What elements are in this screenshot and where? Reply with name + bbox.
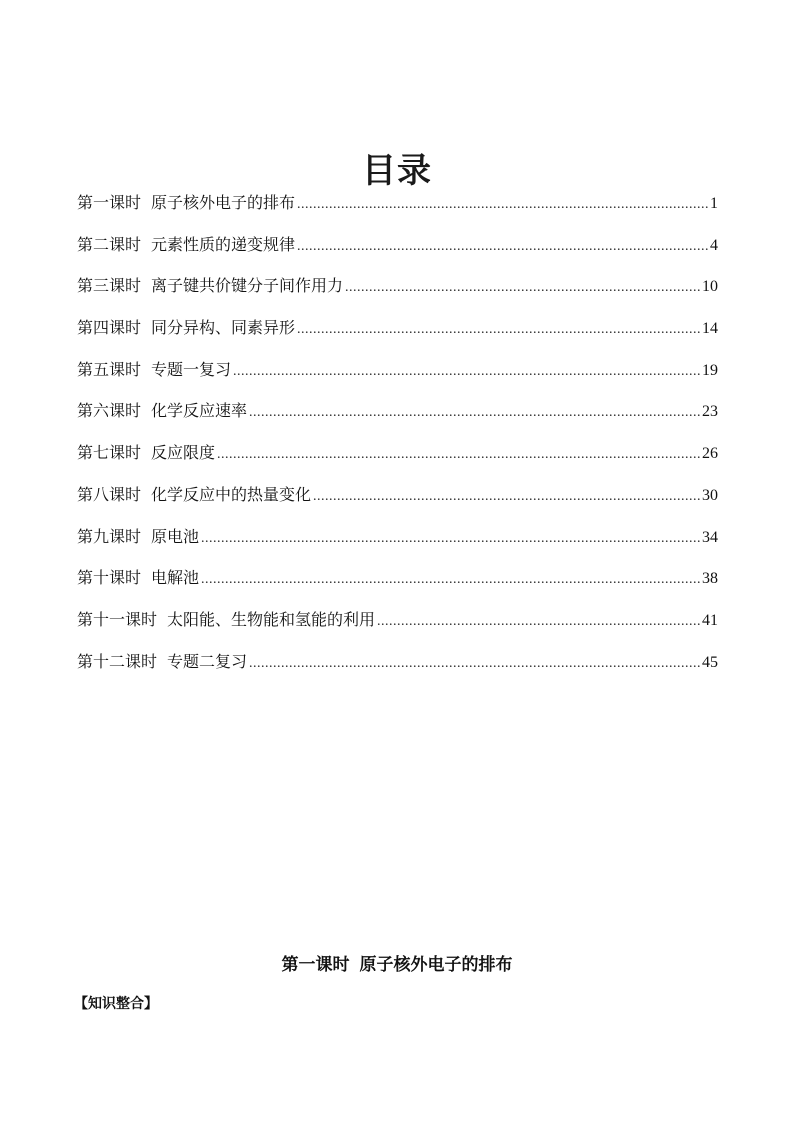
toc-page-number: 14 [702,320,718,338]
toc-topic: 同分异构、同素异形 [151,318,296,338]
toc-entry[interactable] [77,432,718,474]
toc-page-number: 45 [702,653,718,671]
toc-dot-leader [217,434,700,476]
toc-page-number: 1 [710,195,718,212]
knowledge-section-label: 【知识整合】 [74,996,158,1012]
toc-entry[interactable] [77,599,718,641]
toc-lesson-label: 第四课时 [77,318,142,338]
toc-dot-leader [201,518,700,560]
toc-dot-leader [297,309,700,351]
toc-page-number: 30 [702,486,718,504]
toc-lesson-label: 第二课时 [77,234,142,254]
toc-page-number: 23 [702,403,718,421]
toc-entry[interactable] [77,307,718,349]
toc-dot-leader [249,392,700,434]
toc-lesson-label: 第五课时 [77,359,142,379]
toc-dot-leader [345,267,700,309]
toc-topic: 元素性质的递变规律 [151,234,296,254]
toc-lesson-label: 第七课时 [77,443,142,463]
toc-lesson-label: 第十课时 [77,568,142,588]
toc-entry[interactable] [77,516,718,558]
section-lesson-label: 第一课时 [281,955,350,976]
toc-lesson-label: 第八课时 [77,484,142,504]
toc-topic: 专题二复习 [167,651,248,671]
toc-entry[interactable] [77,224,718,266]
toc-entry[interactable] [77,349,718,391]
toc-entry[interactable] [77,557,718,599]
toc-title: 目录 [362,150,432,191]
section-topic: 原子核外电子的排布 [359,955,513,976]
toc-dot-leader [297,226,708,268]
toc-entry[interactable] [77,641,718,683]
toc-topic: 专题一复习 [151,359,232,379]
toc-entry[interactable] [77,182,718,224]
toc-topic: 化学反应中的热量变化 [151,484,312,504]
toc-lesson-label: 第九课时 [77,526,142,546]
toc-page-number: 19 [702,361,718,379]
toc-dot-leader [297,184,708,226]
toc-dot-leader [233,351,700,393]
toc-page-number: 34 [702,528,718,546]
toc-page-number: 4 [710,236,718,254]
toc-entry[interactable] [77,474,718,516]
toc-lesson-label: 第一课时 [77,193,142,212]
toc-topic: 离子键共价键分子间作用力 [151,276,344,296]
toc-entry[interactable] [77,390,718,432]
toc-dot-leader [377,601,700,643]
toc-entry[interactable] [77,265,718,307]
toc-page-number: 38 [702,570,718,588]
toc-dot-leader [201,559,700,601]
toc-topic: 反应限度 [151,443,216,463]
toc-dot-leader [313,476,700,518]
toc-topic: 原电池 [151,526,200,546]
section-heading [0,952,794,978]
toc-lesson-label: 第三课时 [77,276,142,296]
toc-page-number: 10 [702,278,718,296]
toc-topic: 化学反应速率 [151,401,248,421]
toc-topic: 太阳能、生物能和氢能的利用 [167,609,376,629]
toc-lesson-label: 第十一课时 [77,609,158,629]
toc-lesson-label: 第十二课时 [77,651,158,671]
toc-page-number: 41 [702,611,718,629]
toc-dot-leader [249,643,700,685]
toc-topic: 原子核外电子的排布 [151,193,296,212]
table-of-contents [77,182,718,682]
toc-lesson-label: 第六课时 [77,401,142,421]
toc-page-number: 26 [702,445,718,463]
toc-topic: 电解池 [151,568,200,588]
